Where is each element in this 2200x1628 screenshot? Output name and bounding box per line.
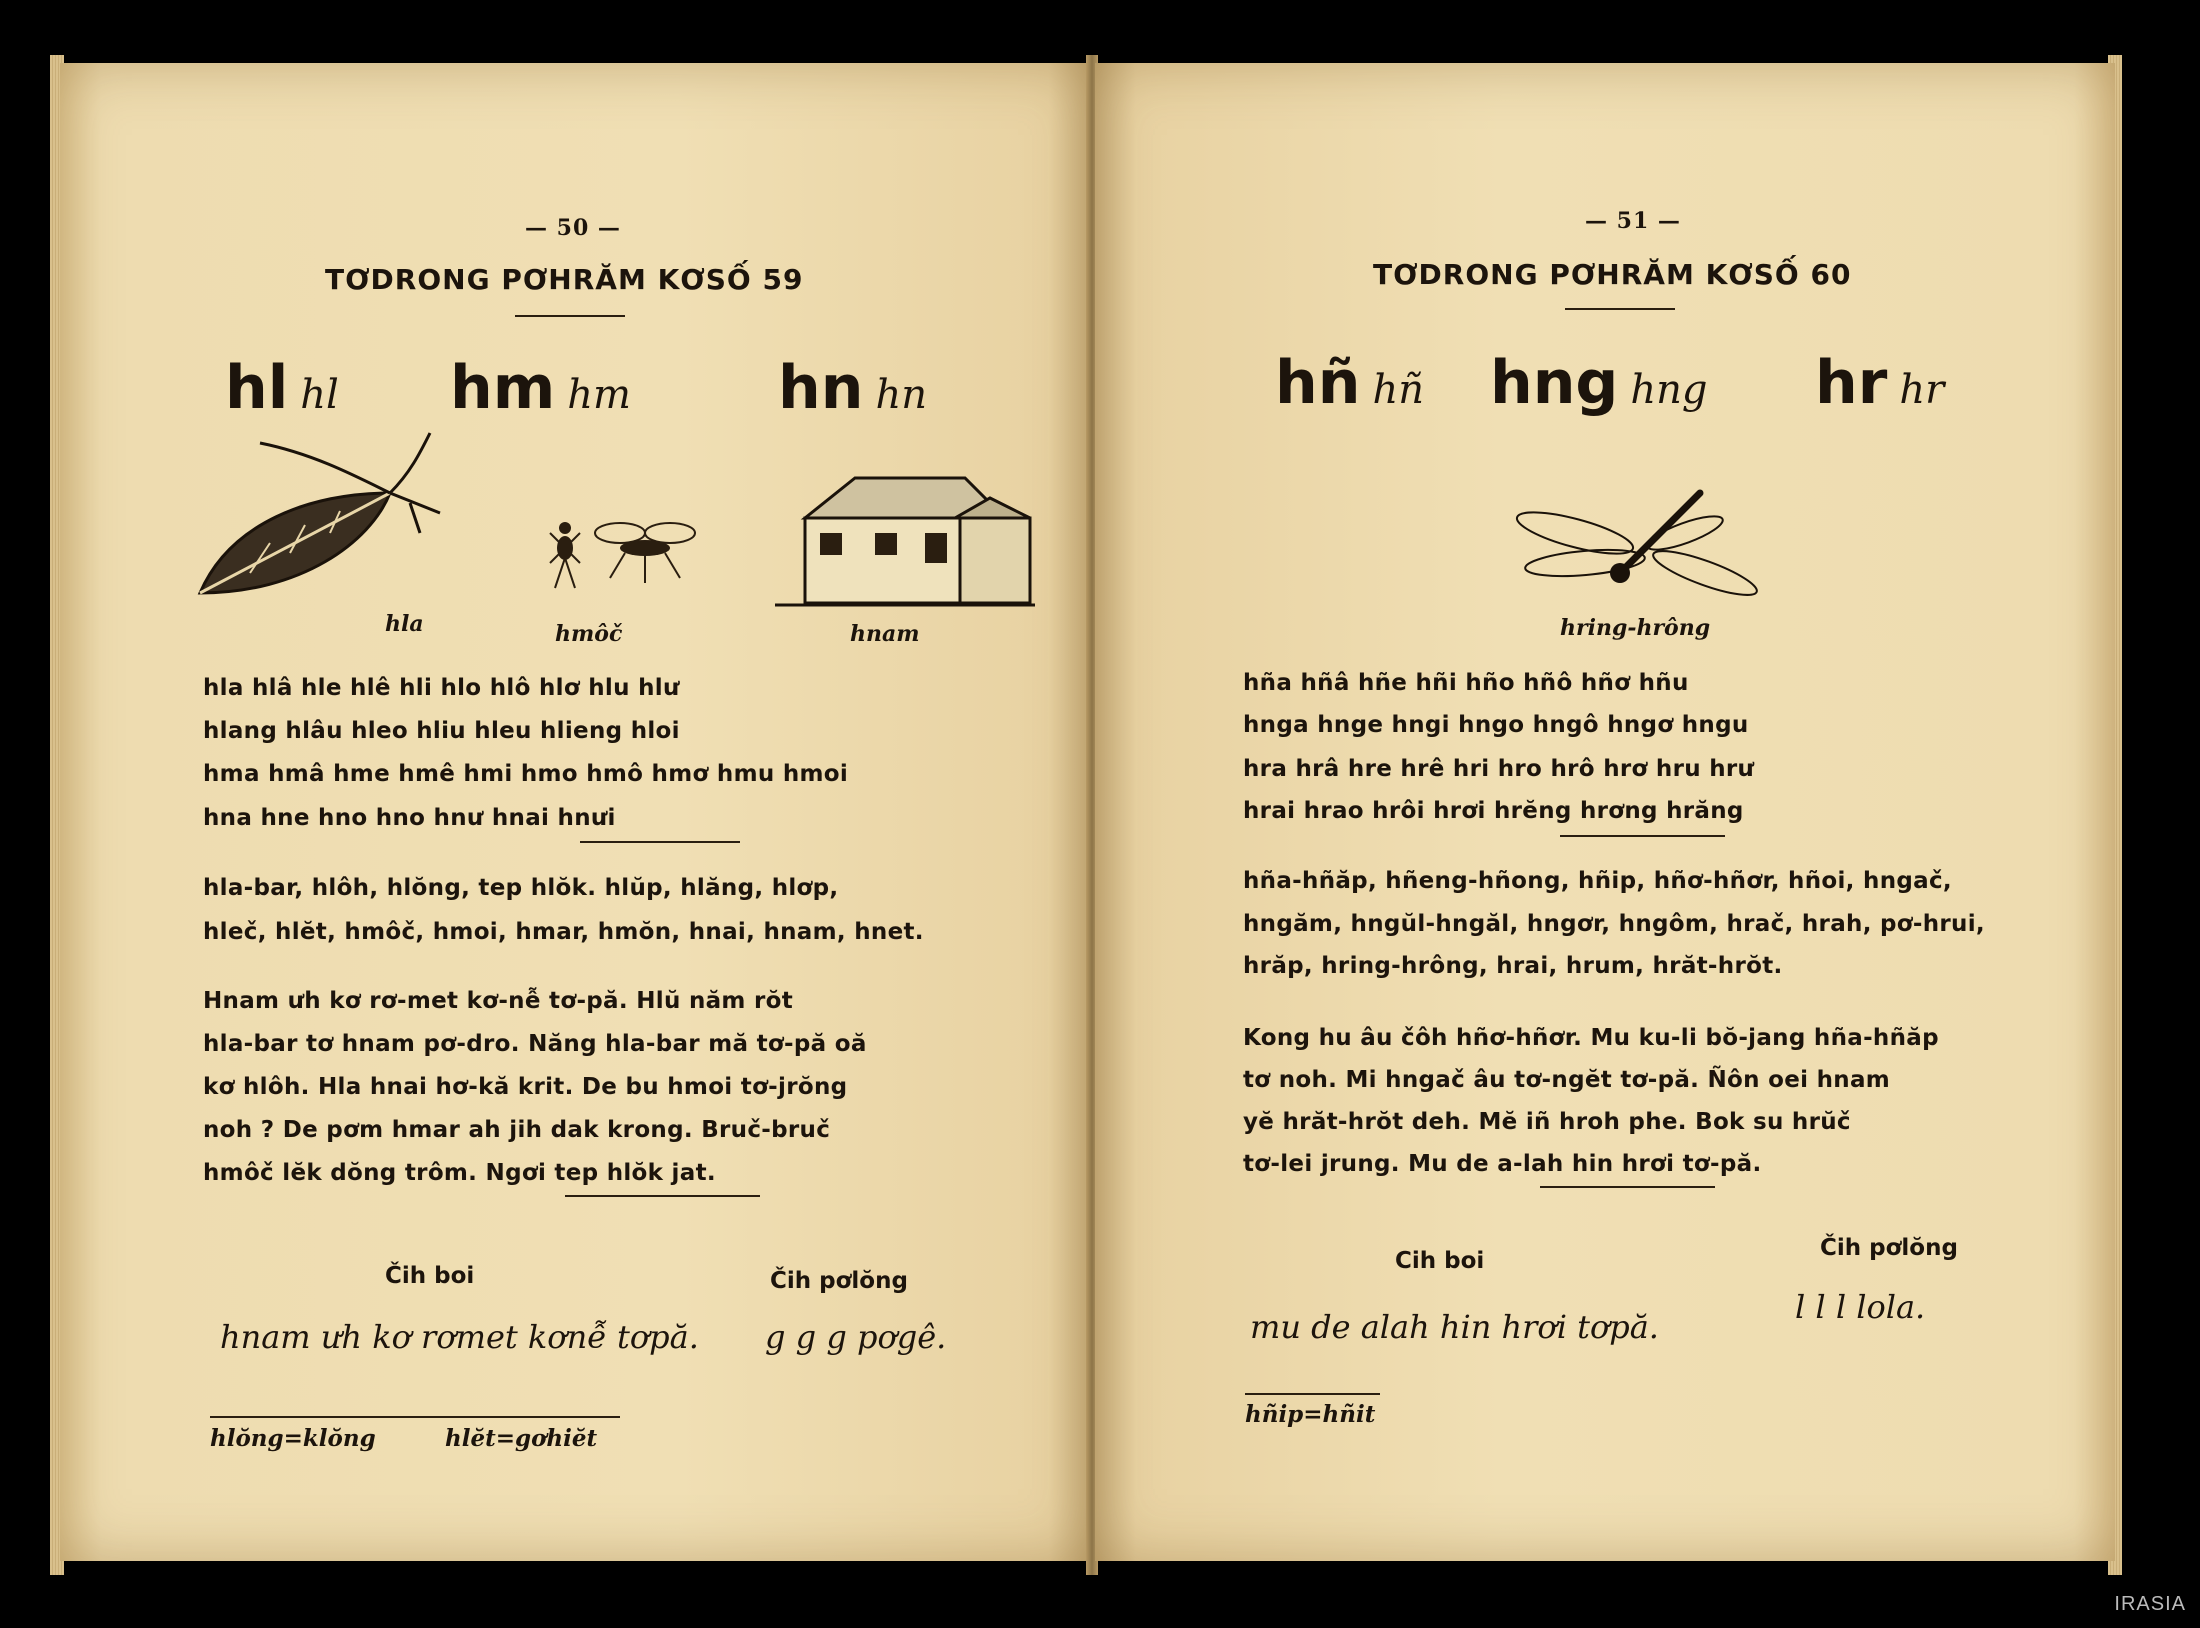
divider <box>1560 835 1725 837</box>
word-row: hngăm, hngŭl-hngăl, hngơr, hngôm, hrač, hrah, pơ-hrui, <box>1243 911 1985 937</box>
word-row: hña-hñăp, hñeng-hñong, hñip, hñơ-hñơr, hñoi, hngač, <box>1243 868 1952 894</box>
divider <box>1540 1186 1715 1188</box>
reading-row: Kong hu âu čôh hñơ-hñơr. Mu ku-li bŏ-jang hña-hñăp <box>1243 1025 1939 1051</box>
exercise-label: Čih pơlŏng <box>1820 1235 1958 1261</box>
left-page <box>60 63 1090 1561</box>
page-number: — 51 — <box>1585 208 1681 234</box>
house-illustration <box>775 473 1035 613</box>
exercise-label: Cih boi <box>1395 1248 1485 1274</box>
watermark: IRASIA <box>2114 1593 2186 1615</box>
reading-row: yĕ hrăt-hrŏt deh. Mĕ iñ hroh phe. Bok su hrŭč <box>1243 1109 1851 1135</box>
insects-illustration <box>545 503 705 593</box>
right-page <box>1095 63 2115 1561</box>
page-number: — 50 — <box>525 215 621 241</box>
title-rule <box>1565 308 1675 310</box>
handwriting-sample: g g g pơgê. <box>765 1318 947 1356</box>
reading-row: tơ-lei jrung. Mu de a-lah hin hrơi tơ-pă. <box>1243 1151 1762 1177</box>
syllable-row: hla hlâ hle hlê hli hlo hlô hlơ hlu hlư <box>203 675 680 701</box>
handwriting-sample: mu de alah hin hrơi tơpă. <box>1250 1308 1659 1346</box>
syllable-row: hlang hlâu hleo hliu hleu hlieng hloi <box>203 718 680 744</box>
footnote-rule <box>210 1416 620 1418</box>
syllable-row: hrai hrao hrôi hrơi hrĕng hrơng hrăng <box>1243 798 1744 824</box>
leaf-illustration <box>190 433 440 613</box>
syllable-row: hna hne hno hno hnư hnai hnưi <box>203 805 616 831</box>
exercise-label: Čih pơlŏng <box>770 1268 908 1294</box>
word-row: hrăp, hring-hrông, hrai, hrum, hrăt-hrŏt. <box>1243 953 1783 979</box>
reading-row: Hnam ưh kơ rơ-met kơ-nễ tơ-pă. Hlŭ năm rŏt <box>203 988 794 1014</box>
footnote: hlĕt=gơhiĕt <box>445 1425 598 1452</box>
syllable-row: hra hrâ hre hrê hri hro hrô hrơ hru hrư <box>1243 756 1755 782</box>
caption-hla: hla <box>385 611 424 637</box>
dragonfly-illustration <box>1515 483 1775 603</box>
reading-row: hla-bar tơ hnam pơ-dro. Năng hla-bar mă tơ-pă oă <box>203 1031 867 1057</box>
reading-row: hmôč lĕk dŏng trôm. Ngơi tep hlŏk jat. <box>203 1160 716 1186</box>
handwriting-sample: l l l lola. <box>1795 1288 1926 1326</box>
footnote-rule <box>1245 1393 1380 1395</box>
caption-hmoc: hmôč <box>555 621 623 647</box>
lesson-title: TƠDRONG PƠHRĂM KƠSỐ 60 <box>1373 258 1852 291</box>
reading-row: noh ? De pơm hmar ah jih dak krong. Bruč-bruč <box>203 1117 831 1143</box>
letter-hn-tilde: hñ hñ <box>1275 348 1424 418</box>
footnote: hñip=hñit <box>1245 1401 1376 1428</box>
letter-hm: hm hm <box>450 353 631 423</box>
open-book <box>50 55 2120 1575</box>
letter-hng: hng hng <box>1490 348 1708 418</box>
syllable-row: hma hmâ hme hmê hmi hmo hmô hmơ hmu hmoi <box>203 761 849 787</box>
syllable-row: hnga hnge hngi hngo hngô hngơ hngu <box>1243 712 1749 738</box>
reading-row: tơ noh. Mi hngač âu tơ-ngĕt tơ-pă. Ñôn oei hnam <box>1243 1067 1891 1093</box>
letter-hn: hn hn <box>778 353 927 423</box>
letter-hl: hl hl <box>225 353 339 423</box>
divider <box>565 1195 760 1197</box>
divider <box>580 841 740 843</box>
caption-hnam: hnam <box>850 621 920 647</box>
exercise-label: Čih boi <box>385 1263 475 1289</box>
footnote: hlŏng=klŏng <box>210 1425 376 1452</box>
caption-hring-hrong: hring-hrông <box>1560 615 1711 641</box>
lesson-title: TƠDRONG PƠHRĂM KƠSỐ 59 <box>325 263 804 296</box>
title-rule <box>515 315 625 317</box>
syllable-row: hña hñâ hñe hñi hño hñô hñơ hñu <box>1243 670 1689 696</box>
reading-row: kơ hlôh. Hla hnai hơ-kă krit. De bu hmoi tơ-jrŏng <box>203 1074 848 1100</box>
handwriting-sample: hnam ưh kơ rơmet kơnễ tơpă. <box>220 1318 699 1356</box>
letter-hr: hr hr <box>1815 348 1945 418</box>
word-row: hleč, hlĕt, hmôč, hmoi, hmar, hmŏn, hnai, hnam, hnet. <box>203 919 924 945</box>
word-row: hla-bar, hlôh, hlŏng, tep hlŏk. hlŭp, hlăng, hlơp, <box>203 875 839 901</box>
